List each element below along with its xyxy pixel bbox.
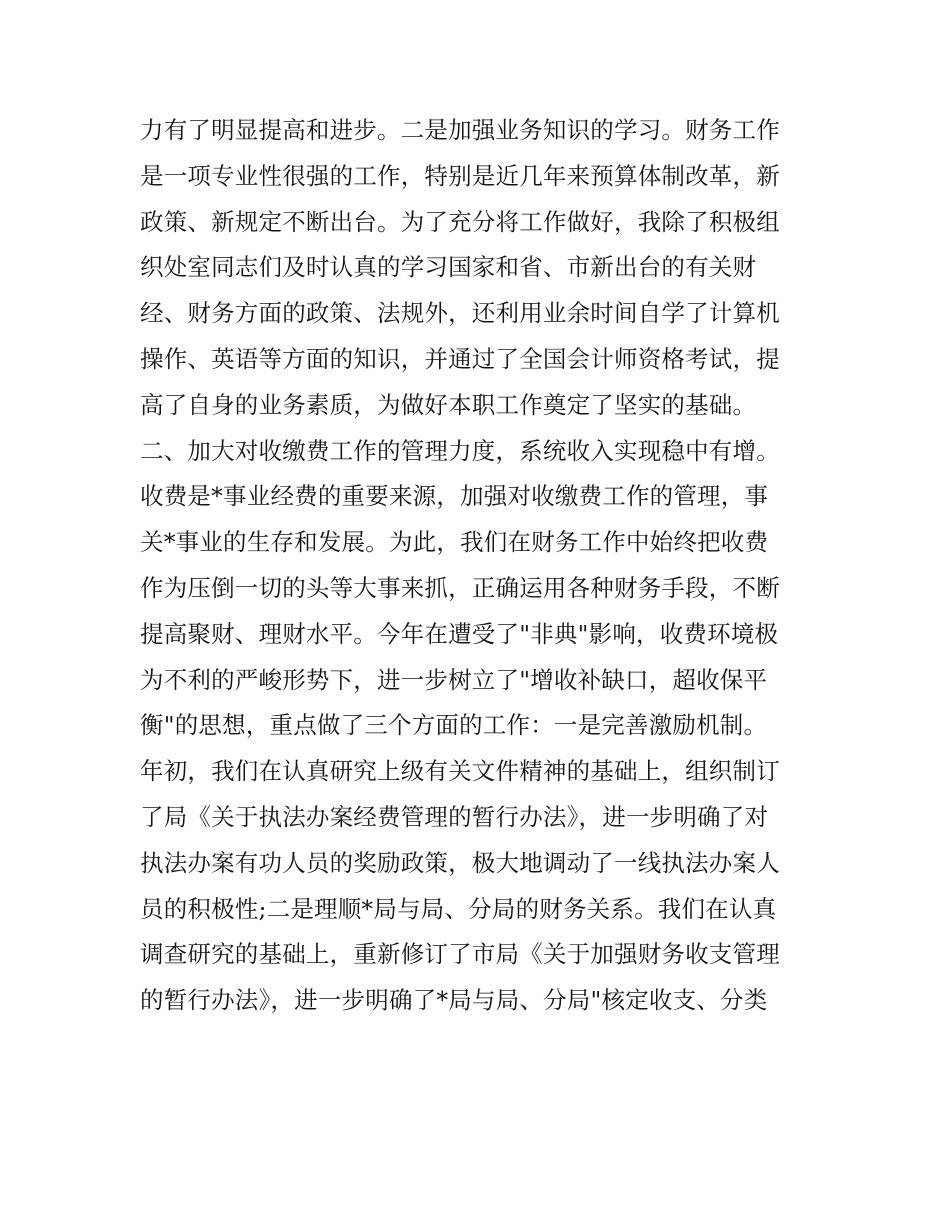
text-line: 是一项专业性很强的工作，特别是近几年来预算体制改革，新 [140, 161, 780, 190]
text-line: 的暂行办法》，进一步明确了*局与局、分局"核定收支、分类 [140, 986, 768, 1015]
text-line: 作为压倒一切的头等大事来抓，正确运用各种财务手段，不断 [140, 573, 780, 602]
text-line: 调查研究的基础上，重新修订了市局《关于加强财务收支管理 [140, 940, 780, 969]
text-line: 织处室同志们及时认真的学习国家和省、市新出台的有关财 [140, 253, 757, 282]
text-line: 员的积极性;二是理顺*局与局、分局的财务关系。我们在认真 [140, 894, 777, 923]
text-line: 收费是*事业经费的重要来源，加强对收缴费工作的管理，事 [140, 482, 769, 511]
text-line: 提高聚财、理财水平。今年在遭受了"非典"影响，收费环境极 [140, 619, 779, 648]
text-line: 操作、英语等方面的知识，并通过了全国会计师资格考试，提 [140, 344, 780, 373]
text-line: 为不利的严峻形势下，进一步树立了"增收补缺口，超收保平 [140, 665, 768, 694]
text-line: 高了自身的业务素质，为做好本职工作奠定了坚实的基础。 [140, 390, 757, 419]
text-line: 政策、新规定不断出台。为了充分将工作做好，我除了积极组 [140, 207, 780, 236]
text-line: 了局《关于执法办案经费管理的暂行办法》，进一步明确了对 [140, 802, 769, 831]
text-line: 年初，我们在认真研究上级有关文件精神的基础上，组织制订 [140, 757, 780, 786]
section-heading: 二、加大对收缴费工作的管理力度，系统收入实现稳中有增。 [140, 436, 780, 465]
text-line: 执法办案有功人员的奖励政策，极大地调动了一线执法办案人 [140, 848, 780, 877]
text-line: 力有了明显提高和进步。二是加强业务知识的学习。财务工作 [140, 116, 780, 144]
body-text [140, 108, 830, 1024]
text-line: 经、财务方面的政策、法规外，还利用业余时间自学了计算机 [140, 299, 780, 328]
text-line: 关*事业的生存和发展。为此，我们在财务工作中始终把收费 [140, 528, 769, 557]
text-line: 衡"的思想，重点做了三个方面的工作：一是完善激励机制。 [140, 711, 768, 740]
